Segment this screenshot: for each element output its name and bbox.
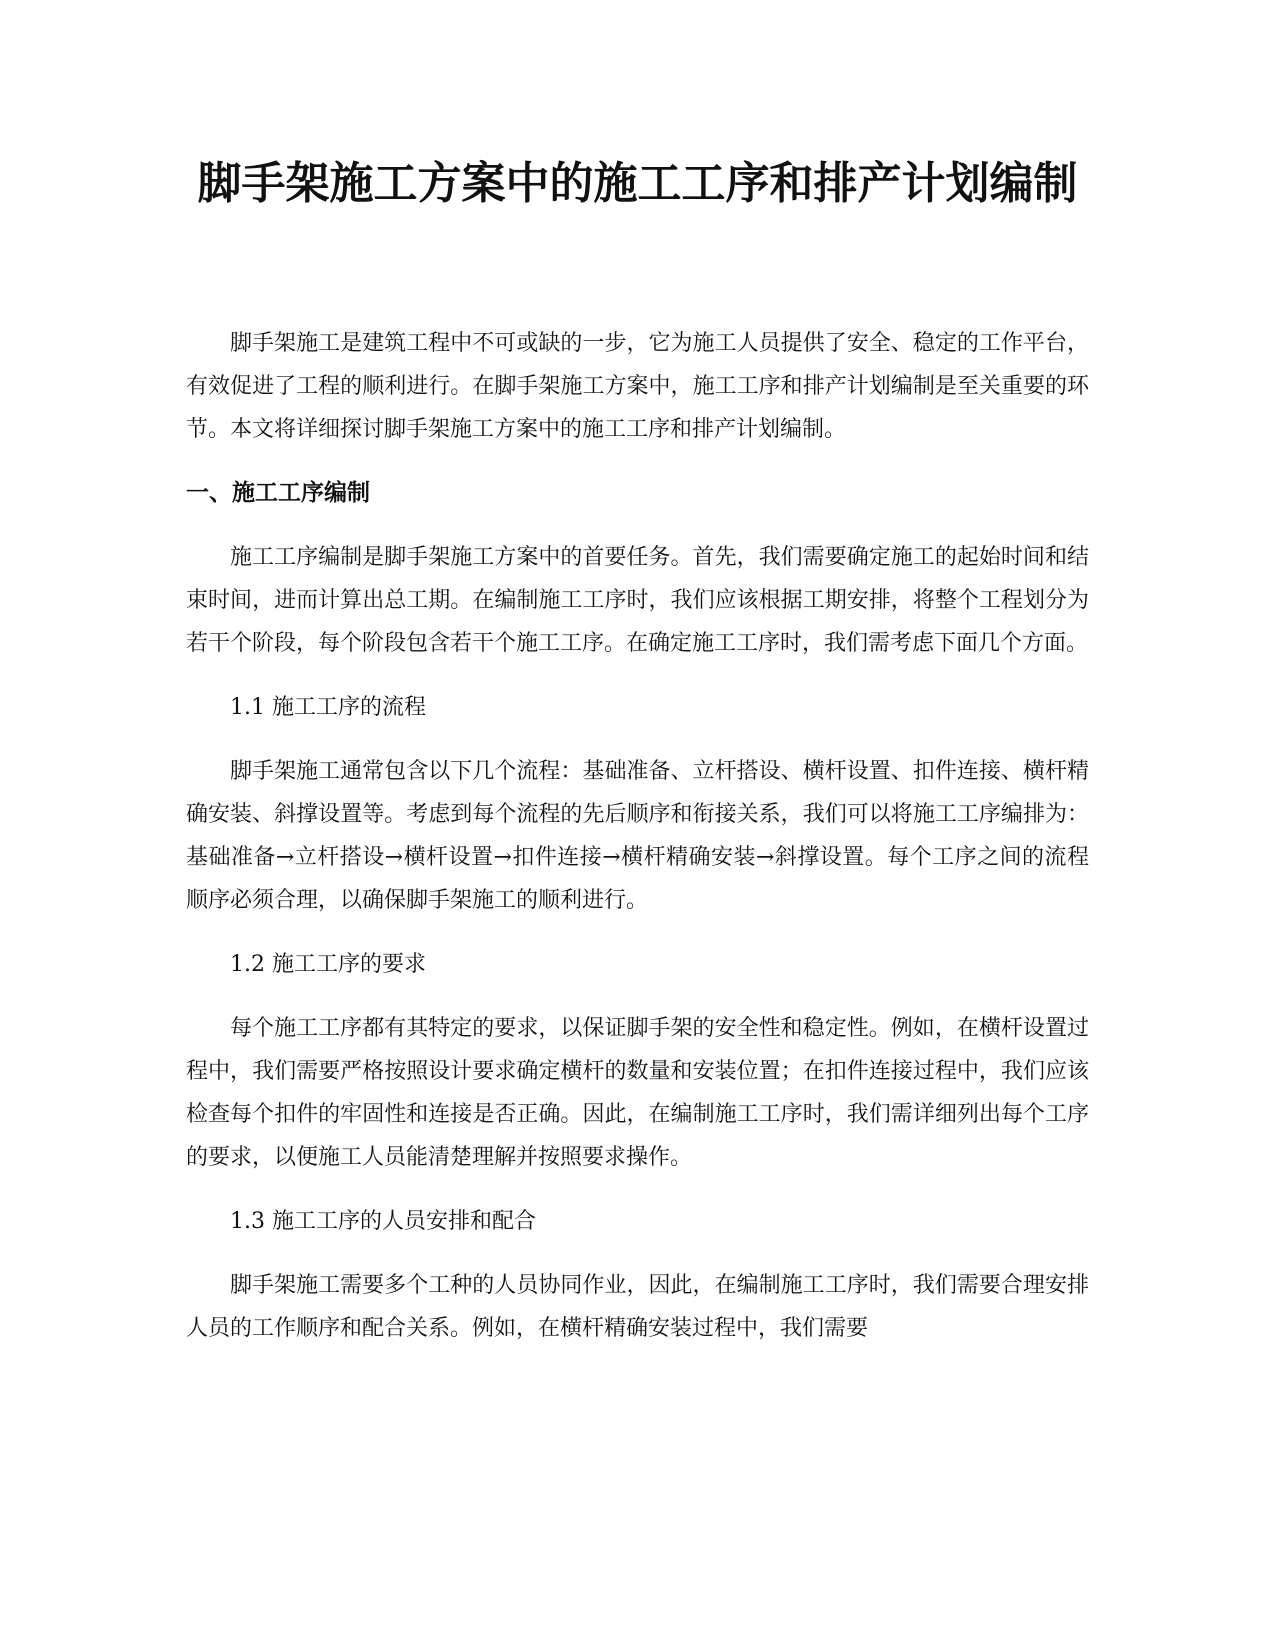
subsection-1-2-heading: 1.2 施工工序的要求 (230, 952, 426, 977)
section-1-heading: 一、施工工序编制 (186, 480, 370, 506)
subsection-1-1-paragraph: 脚手架施工通常包含以下几个流程：基础准备、立杆搭设、横杆设置、扣件连接、横杆精确安装、斜撑设置等。考虑到每个流程的先后顺序和衔接关系，我们可以将施工工序编排为：基础准备→立杆搭设→横杆设置→扣件连接→横杆精确安装→斜撑设置。每个工序之间的流程顺序必须合理，以确保脚手架施工的顺利进行。 (186, 759, 1089, 913)
section-1-paragraph: 施工工序编制是脚手架施工方案中的首要任务。首先，我们需要确定施工的起始时间和结束时间，进而计算出总工期。在编制施工工序时，我们应该根据工期安排，将整个工程划分为若干个阶段，每个阶段包含若干个施工工序。在确定施工工序时，我们需考虑下面几个方面。 (186, 545, 1089, 656)
subsection-1-2-paragraph: 每个施工工序都有其特定的要求，以保证脚手架的安全性和稳定性。例如，在横杆设置过程中，我们需要严格按照设计要求确定横杆的数量和安装位置；在扣件连接过程中，我们应该检查每个扣件的牢固性和连接是否正确。因此，在编制施工工序时，我们需详细列出每个工序的要求，以便施工人员能清楚理解并按照要求操作。 (186, 1016, 1089, 1170)
document-title: 脚手架施工方案中的施工工序和排产计划编制 (197, 158, 1078, 209)
subsection-1-3-heading: 1.3 施工工序的人员安排和配合 (230, 1209, 536, 1234)
subsection-1-1-heading: 1.1 施工工序的流程 (230, 695, 426, 720)
subsection-1-3-paragraph: 脚手架施工需要多个工种的人员协同作业，因此，在编制施工工序时，我们需要合理安排人员的工作顺序和配合关系。例如，在横杆精确安装过程中，我们需要 (186, 1273, 1089, 1341)
document-body (186, 322, 1089, 1371)
intro-paragraph: 脚手架施工是建筑工程中不可或缺的一步，它为施工人员提供了安全、稳定的工作平台，有效促进了工程的顺利进行。在脚手架施工方案中，施工工序和排产计划编制是至关重要的环节。本文将详细探讨脚手架施工方案中的施工工序和排产计划编制。 (186, 331, 1089, 442)
